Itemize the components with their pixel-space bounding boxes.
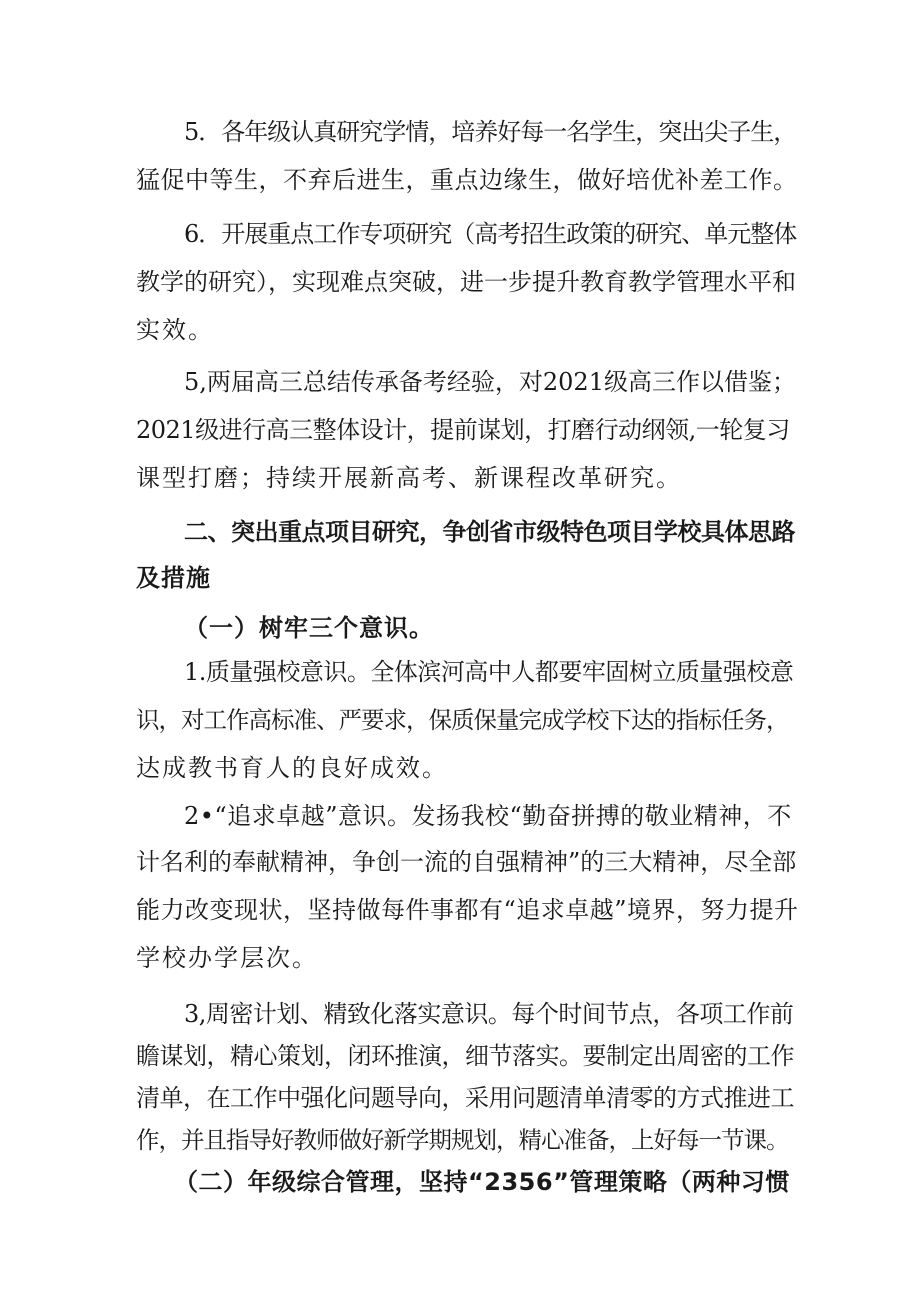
subsection-1-heading: （一）树牢三个意识。 [184, 614, 434, 642]
paragraph-6-line-3: 实效。 [136, 316, 214, 344]
item-3-line-4: 作，并且指导好教师做好新学期规划，精心准备，上好每一节课。 [136, 1126, 789, 1154]
item-2-line-3: 能力改变现状，坚持做每件事都有“追求卓越”境界，努力提升 [136, 896, 799, 924]
item-3-line-1: 3,周密计划、精致化落实意识。每个时间节点，各项工作前 [184, 1000, 794, 1028]
item-1-line-1: 1.质量强校意识。全体滨河高中人都要牢固树立质量强校意 [184, 658, 794, 686]
item-3-line-3: 清单，在工作中强化问题导向，采用问题清单清零的方式推进工 [136, 1084, 794, 1112]
section-2-heading-line-1: 二、突出重点项目研究，争创省市级特色项目学校具体思路 [184, 518, 795, 546]
section-2-heading-line-2: 及措施 [136, 564, 211, 592]
item-1-line-3: 达成教书育人的良好成效。 [136, 754, 448, 782]
item-2-line-4: 学校办学层次。 [136, 944, 318, 972]
paragraph-5b-line-3: 课型打磨；持续开展新高考、新课程改革研究。 [136, 464, 682, 492]
subsection-2-heading: （二）年级综合管理，坚持“2356”管理策略（两种习惯 [174, 1168, 790, 1196]
item-2-line-1: 2•“追求卓越”意识。发扬我校“勤奋拼搏的敬业精神，不 [184, 802, 792, 830]
paragraph-6-line-2: 教学的研究），实现难点突破，进一步提升教育教学管理水平和 [136, 268, 796, 296]
item-1-line-2: 识，对工作高标准、严要求，保质保量完成学校下达的指标任务， [136, 706, 789, 734]
paragraph-5b-line-2: 2021级进行高三整体设计，提前谋划，打磨行动纲领,一轮复习 [136, 416, 790, 444]
paragraph-6-line-1: 6．开展重点工作专项研究（高考招生政策的研究、单元整体 [184, 220, 797, 248]
paragraph-5-line-1: 5．各年级认真研究学情，培养好每一名学生，突出尖子生， [184, 118, 797, 146]
item-2-line-2: 计名利的奉献精神，争创一流的自强精神”的三大精神，尽全部 [136, 848, 797, 876]
paragraph-5b-line-1: 5,两届高三总结传承备考经验，对2021级高三作以借鉴； [184, 368, 796, 396]
paragraph-5-line-2: 猛促中等生，不弃后进生，重点边缘生，做好培优补差工作。 [136, 166, 798, 194]
item-3-line-2: 瞻谋划，精心策划，闭环推演，细节落实。要制定出周密的工作 [136, 1042, 794, 1070]
